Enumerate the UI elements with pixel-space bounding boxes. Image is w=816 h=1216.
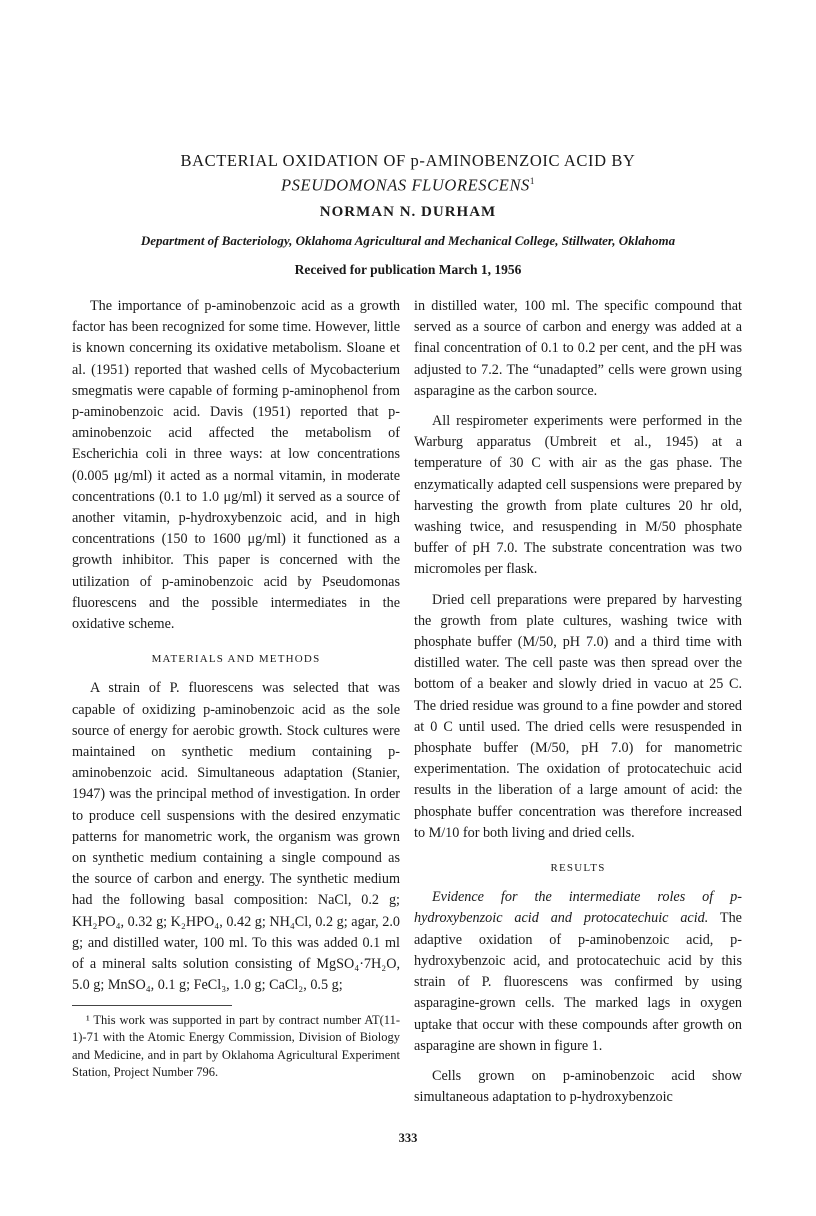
evidence-text: The adaptive oxidation of p-aminobenzoic acid, p-hydroxybenzoic acid, and protocatechuic acid by this strain of P. fluorescens was confirmed by using asparagine-grown cells. The marked lags in oxygen uptake that occur with these compounds after growth on asparagine are shown in figure 1. xyxy=(414,910,742,1054)
left-column xyxy=(72,296,400,1082)
title-organism: PSEUDOMONAS FLUORESCENS xyxy=(280,175,530,195)
title-footnote-mark: 1 xyxy=(529,176,536,186)
respirometer-paragraph: All respirometer experiments were performed in the Warburg apparatus (Umbreit et al., 1945) at a temperature of 30 C with air as the gas phase. The enzymatically adapted cell suspensions were prepared by harvesting the growth from plate cultures 20 hr old, washing twice, and resuspending in M/50 phosphate buffer of pH 7.0. The substrate concentration was two micromoles per flask. xyxy=(414,413,742,578)
methods-heading: MATERIALS AND METHODS xyxy=(151,653,321,666)
footnote-divider xyxy=(72,1005,232,1006)
page-number: 333 xyxy=(398,1131,418,1145)
author-affiliation: Department of Bacteriology, Oklahoma Agricultural and Mechanical College, Stillwater, Oklahoma xyxy=(140,233,676,248)
author-name: NORMAN N. DURHAM xyxy=(319,204,497,220)
funding-footnote: ¹ This work was supported in part by contract number AT(11-1)-71 with the Atomic Energy Commission, Division of Biology and Medicine, and in part by Oklahoma Agricultural Experiment Station, Project Number 796. xyxy=(72,1012,400,1079)
final-paragraph: Cells grown on p-aminobenzoic acid show simultaneous adaptation to p-hydroxybenzoic xyxy=(414,1067,742,1106)
methods-paragraph: A strain of P. fluorescens was selected that was capable of oxidizing p-aminobenzoic acid as the sole source of energy for aerobic growth. Stock cultures were maintained on synthetic medium containing p-aminobenzoic acid. Simultaneous adaptation (Stanier, 1947) was the principal method of investigation. In order to produce cell suspensions with the desired enzymatic patterns for manometric work, the organism was grown on synthetic medium containing a single compound as the source of carbon and energy. The synthetic medium had the following basal composition: NaCl, 0.2 g; KH₂PO₄, 0.32 g; K₂HPO₄, 0.42 g; NH₄Cl, 0.2 g; agar, 2.0 g; and distilled water, 100 ml. To this was added 0.1 ml of a mineral salts solution consisting of MgSO₄·7H₂O, 5.0 g; MnSO₄, 0.1 g; FeCl₃, 1.0 g; CaCl₂, 0.5 g; xyxy=(72,680,400,994)
continued-paragraph: in distilled water, 100 ml. The specific compound that served as a source of carbon and energy was added at a final concentration of 0.1 to 0.2 per cent, and the pH was adjusted to 7.2. The “unadapted” cells were grown using asparagine as the carbon source. xyxy=(414,298,742,399)
dried-cell-paragraph: Dried cell preparations were prepared by harvesting the growth from plate cultures, washing twice with phosphate buffer (M/50, pH 7.0) and a third time with distilled water. The cell paste was then spread over the bottom of a beaker and slowly dried in vacuo at 25 C. The dried residue was ground to a fine powder and stored at 0 C until used. The dried cells were resuspended in phosphate buffer (M/50, pH 7.0) for manometric experimentation. The oxidation of protocatechuic acid results in the liberation of a large amount of acid: the phosphate buffer concentration was therefore increased to M/10 for both living and dried cells. xyxy=(414,591,742,841)
results-heading: RESULTS xyxy=(550,862,606,875)
received-date: Received for publication March 1, 1956 xyxy=(294,262,522,277)
right-column xyxy=(414,296,742,1108)
evidence-lead: Evidence for the intermediate roles of p-hydroxybenzoic acid and protocatechuic acid. xyxy=(414,889,742,927)
title-line-2 xyxy=(80,171,736,196)
title-line-1: BACTERIAL OXIDATION OF p-AMINOBENZOIC ACID BY xyxy=(180,151,636,170)
intro-paragraph: The importance of p-aminobenzoic acid as a growth factor has been recognized for some time. However, little is known concerning its oxidative metabolism. Sloane et al. (1951) reported that washed cells of Mycobacterium smegmatis were capable of forming p-aminophenol from p-aminobenzoic acid. Davis (1951) reported that p-aminobenzoic acid affected the metabolism of Escherichia coli in three ways: at low concentrations (0.005 μg/ml) it acted as a normal vitamin, in moderate concentrations (0.1 to 1.0 μg/ml) it served as a source of another vitamin, p-hydroxybenzoic acid, and in high concentrations (150 to 1600 μg/ml) it functioned as a growth inhibitor. This paper is concerned with the utilization of p-aminobenzoic acid by Pseudomonas fluorescens and the possible intermediates in the oxidative scheme. xyxy=(72,298,400,633)
article-title xyxy=(80,150,736,196)
evidence-paragraph xyxy=(414,887,742,1057)
